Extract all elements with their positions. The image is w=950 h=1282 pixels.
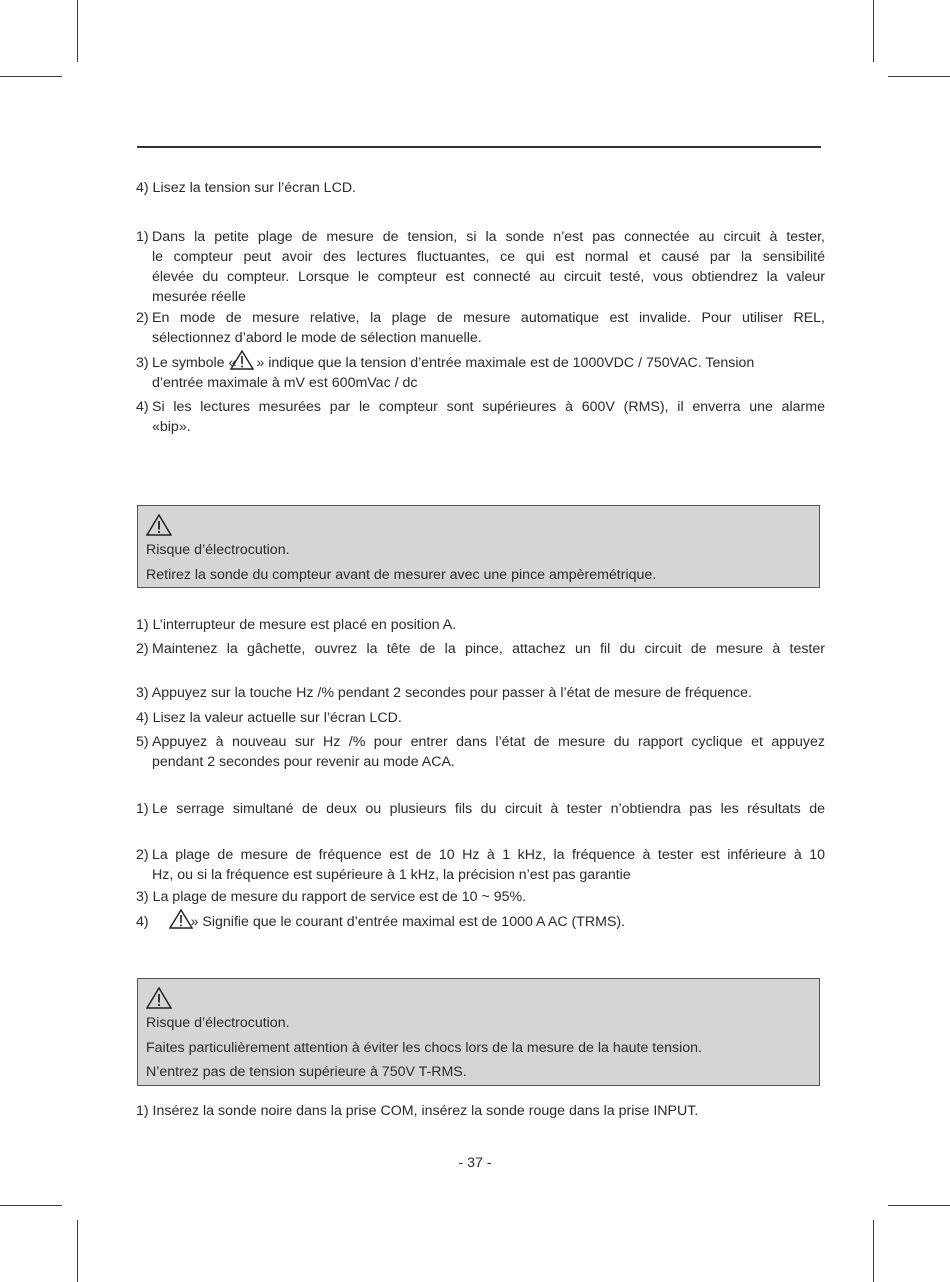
- note-line: «bip».: [152, 419, 191, 435]
- note-item: [136, 799, 825, 819]
- note-item: [136, 397, 825, 437]
- note-number: 2): [136, 310, 149, 326]
- warning-triangle-icon: [230, 350, 254, 370]
- crop-mark: [888, 1205, 950, 1206]
- note-line: élevée du compteur. Lorsque le compteur est connecté au circuit testé, vous obtiendrez la valeur: [152, 269, 825, 285]
- note-text: » indique que la tension d’entrée maximale est de 1000VDC / 750VAC. Tension: [256, 355, 755, 371]
- warning-box: [137, 505, 820, 588]
- note-line: mesurée réelle: [152, 289, 246, 305]
- crop-mark: [873, 1220, 874, 1282]
- page-number: - 37 -: [458, 1155, 492, 1171]
- note-text: Le symbole «: [152, 355, 237, 371]
- note-number: 4): [136, 399, 149, 415]
- note-line: sélectionnez d’abord le mode de sélection manuelle.: [152, 330, 482, 346]
- warning-text: N’entrez pas de tension supérieure à 750V T-RMS.: [146, 1064, 467, 1080]
- header-rule: [137, 146, 821, 148]
- note-item: 3) La plage de mesure du rapport de service est de 10 ~ 95%.: [136, 889, 527, 905]
- warning-triangle-icon: [169, 909, 193, 929]
- crop-mark: [888, 76, 950, 77]
- step-item: 1) L’interrupteur de mesure est placé en position A.: [136, 617, 457, 633]
- note-item: [136, 227, 825, 307]
- note-number: 2): [136, 847, 149, 863]
- crop-mark: [0, 1205, 62, 1206]
- warning-text: Faites particulièrement attention à éviter les chocs lors de la mesure de la haute tension.: [146, 1040, 702, 1056]
- crop-mark: [77, 0, 78, 62]
- step-number: 2): [136, 641, 149, 657]
- note-line: En mode de mesure relative, la plage de mesure automatique est invalide. Pour utiliser REL,: [152, 310, 825, 326]
- note-number: 1): [136, 229, 149, 245]
- step-number: 5): [136, 734, 149, 750]
- step-item: 4) Lisez la valeur actuelle sur l’écran LCD.: [136, 710, 402, 726]
- warning-text: Retirez la sonde du compteur avant de mesurer avec une pince ampèremétrique.: [146, 567, 657, 583]
- note-line: Si les lectures mesurées par le compteur sont supérieures à 600V (RMS), il enverra une alarme: [152, 399, 825, 415]
- crop-mark: [873, 0, 874, 62]
- warning-title: Risque d’électrocution.: [146, 1015, 290, 1031]
- crop-mark: [0, 76, 62, 77]
- note-number: 4): [136, 914, 149, 930]
- warning-title: Risque d’électrocution.: [146, 542, 290, 558]
- warning-box: [137, 978, 820, 1086]
- note-item: [136, 353, 825, 393]
- step-text: Appuyez à nouveau sur Hz /% pour entrer dans l’état de mesure du rapport cyclique et appuyez: [152, 734, 825, 750]
- intro-step: 4) Lisez la tension sur l’écran LCD.: [136, 180, 357, 196]
- note-line: le compteur peut avoir des lectures fluctuantes, ce qui est normal et causé par la sensibilité: [152, 249, 825, 265]
- step-item: [136, 639, 825, 659]
- note-line: Dans la petite plage de mesure de tension, si la sonde n’est pas connectée au circuit à tester,: [152, 229, 825, 245]
- warning-triangle-icon: [146, 987, 172, 1009]
- note-text: Hz, ou si la fréquence est supérieure à 1 kHz, la précision n’est pas garantie: [152, 867, 631, 883]
- note-item: [136, 913, 625, 931]
- step-item: [136, 732, 825, 772]
- step-text: pendant 2 secondes pour revenir au mode ACA.: [152, 754, 455, 770]
- note-item: [136, 308, 825, 348]
- note-text: » Signifie que le courant d’entrée maximal est de 1000 A AC (TRMS).: [190, 914, 626, 930]
- note-number: 3): [136, 355, 149, 371]
- crop-mark: [77, 1220, 78, 1282]
- step-item: 3) Appuyez sur la touche Hz /% pendant 2 secondes pour passer à l’état de mesure de fréquence.: [136, 685, 752, 701]
- note-line: d’entrée maximale à mV est 600mVac / dc: [152, 375, 418, 391]
- step-text: Maintenez la gâchette, ouvrez la tête de la pince, attachez un fil du circuit de mesure à tester: [152, 641, 825, 657]
- note-number: 1): [136, 801, 149, 817]
- note-item: [136, 845, 825, 885]
- note-text: La plage de mesure de fréquence est de 10 Hz à 1 kHz, la fréquence à tester est inférieure à 10: [152, 847, 825, 863]
- note-text: Le serrage simultané de deux ou plusieurs fils du circuit à tester n’obtiendra pas les résultats de: [152, 801, 825, 817]
- warning-triangle-icon: [146, 514, 172, 536]
- final-step: 1) Insérez la sonde noire dans la prise COM, insérez la sonde rouge dans la prise INPUT.: [136, 1103, 699, 1119]
